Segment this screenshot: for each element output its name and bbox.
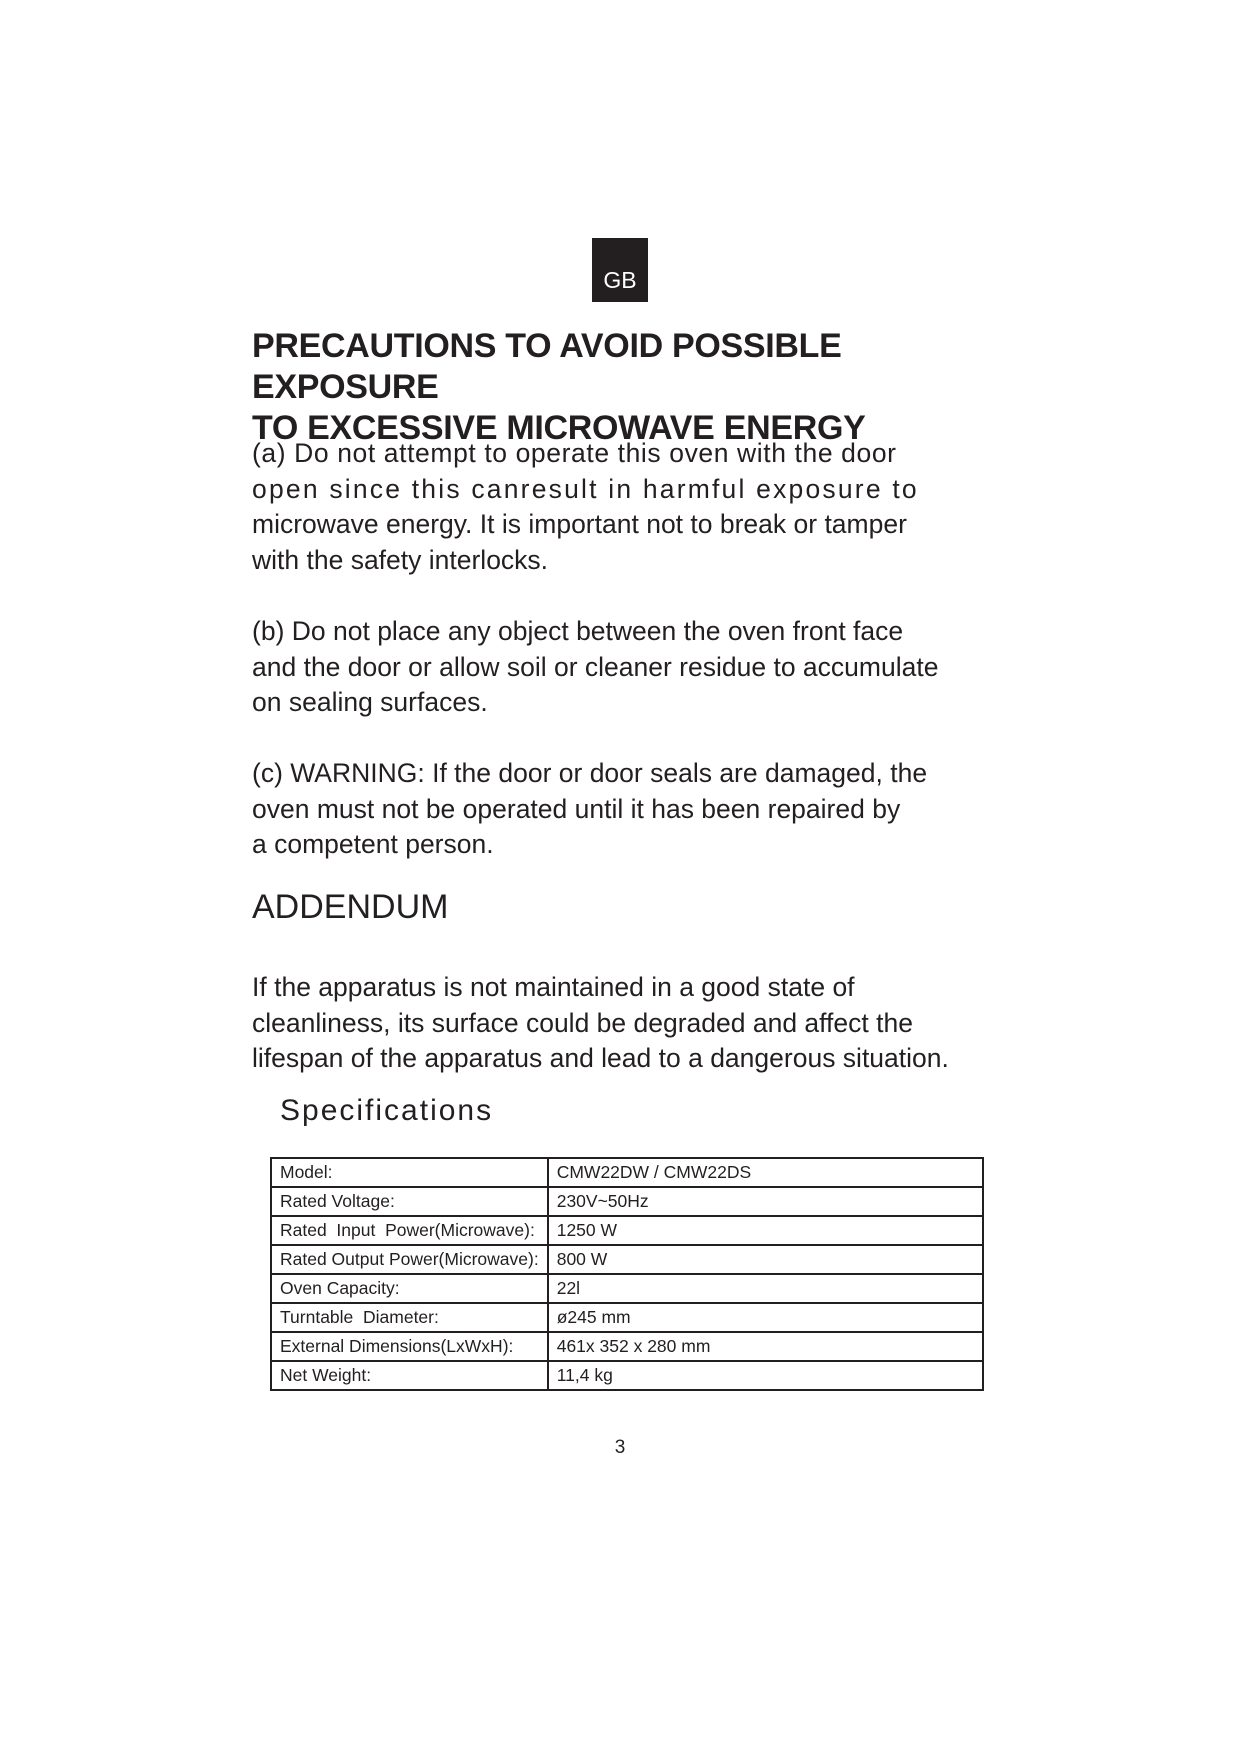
spec-label: Net Weight: — [271, 1361, 548, 1390]
spec-value: 461x 352 x 280 mm — [548, 1332, 983, 1361]
spec-label: Model: — [271, 1158, 548, 1187]
precaution-c — [252, 756, 1012, 863]
spec-label: Oven Capacity: — [271, 1274, 548, 1303]
precaution-b-line-2: and the door or allow soil or cleaner residue to accumulate — [252, 651, 939, 682]
spec-value: 1250 W — [548, 1216, 983, 1245]
spec-value: 800 W — [548, 1245, 983, 1274]
spec-row — [271, 1158, 983, 1187]
spec-row — [271, 1274, 983, 1303]
language-badge: GB — [592, 238, 648, 302]
spec-value: 230V~50Hz — [548, 1187, 983, 1216]
precaution-a-line-1: (a) Do not attempt to operate this oven with the door — [252, 438, 897, 468]
precaution-b-line-3: on sealing surfaces. — [252, 687, 488, 717]
precaution-a-line-2: open since this canresult in harmful exposure to — [252, 473, 919, 504]
spec-row — [271, 1332, 983, 1361]
precaution-a — [252, 436, 1012, 578]
spec-row — [271, 1303, 983, 1332]
spec-row — [271, 1361, 983, 1390]
specifications-heading: Specifications — [280, 1094, 494, 1127]
precaution-b — [252, 614, 1012, 721]
precaution-a-line-3: microwave energy. It is important not to break or tamper — [252, 509, 907, 539]
specifications-table — [270, 1157, 984, 1391]
addendum-line-2: cleanliness, its surface could be degraded and affect the — [252, 1007, 913, 1038]
spec-label: Rated Output Power(Microwave): — [271, 1245, 548, 1274]
precaution-b-line-1: (b) Do not place any object between the oven front face — [252, 616, 904, 646]
spec-row — [271, 1187, 983, 1216]
spec-value: CMW22DW / CMW22DS — [548, 1158, 983, 1187]
spec-value: 22l — [548, 1274, 983, 1303]
precaution-c-line-2: oven must not be operated until it has been repaired by — [252, 793, 901, 824]
page-title — [252, 326, 1012, 449]
spec-label: Rated Input Power(Microwave): — [271, 1216, 548, 1245]
precaution-c-line-1: (c) WARNING: If the door or door seals are damaged, the — [252, 758, 928, 788]
spec-label: External Dimensions(LxWxH): — [271, 1332, 548, 1361]
addendum-line-3: lifespan of the apparatus and lead to a dangerous situation. — [252, 1043, 949, 1073]
precaution-a-line-4: with the safety interlocks. — [252, 544, 549, 575]
addendum-line-1: If the apparatus is not maintained in a good state of — [252, 972, 855, 1002]
addendum-text — [252, 970, 1012, 1077]
title-line-2: TO EXCESSIVE MICROWAVE ENERGY — [252, 409, 866, 447]
page-number: 3 — [614, 1437, 626, 1458]
spec-value: 11,4 kg — [548, 1361, 983, 1390]
addendum-heading: ADDENDUM — [252, 888, 449, 926]
spec-value: ø245 mm — [548, 1303, 983, 1332]
spec-row — [271, 1216, 983, 1245]
precaution-c-line-3: a competent person. — [252, 829, 494, 859]
spec-label: Turntable Diameter: — [271, 1303, 548, 1332]
spec-row — [271, 1245, 983, 1274]
title-line-1: PRECAUTIONS TO AVOID POSSIBLE EXPOSURE — [252, 327, 842, 406]
spec-label: Rated Voltage: — [271, 1187, 548, 1216]
